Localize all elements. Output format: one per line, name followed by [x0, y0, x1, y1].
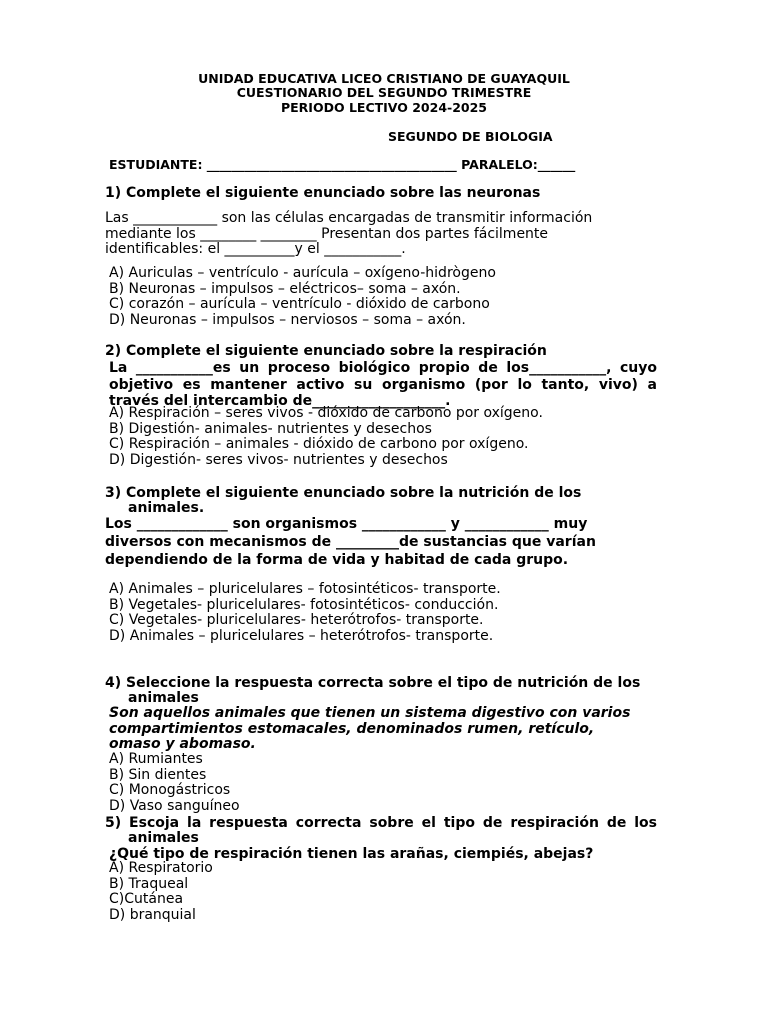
question-2-text: [109, 360, 657, 410]
question-4-text: [109, 706, 630, 753]
subject-title: SEGUNDO DE BIOLOGIA: [388, 129, 553, 144]
option-a[interactable]: A) Respiración – seres vivos - dióxido de carbono por oxígeno.: [109, 405, 543, 421]
text-line: mediante los ________ ________ Presentan dos partes fácilmente: [105, 225, 549, 242]
question-3-text: [105, 515, 615, 569]
question-3-title: 3) Complete el siguiente enunciado sobre la nutrición de los: [105, 485, 582, 501]
option-d[interactable]: D) Vaso sanguíneo: [109, 797, 240, 814]
text-line: objetivo es mantener activo su organismo (por lo tanto, vivo) a: [109, 376, 657, 393]
question-5-title-cont: animales: [128, 830, 199, 846]
text-line: Las ____________ son las células encargadas de transmitir información: [105, 210, 593, 226]
question-4-options: [109, 752, 240, 814]
option-a[interactable]: A) Rumiantes: [109, 751, 203, 767]
text-line: través del intercambio de___________________.: [109, 393, 451, 409]
text-line: compartimientos estomacales, denominados rumen, retículo,: [109, 720, 595, 737]
question-5-question: ¿Qué tipo de respiración tienen las arañas, ciempiés, abejas?: [109, 846, 594, 862]
exam-title: CUESTIONARIO DEL SEGUNDO TRIMESTRE: [236, 85, 532, 100]
school-year: PERIODO LECTIVO 2024-2025: [280, 100, 487, 115]
option-c[interactable]: C) Respiración – animales - dióxido de carbono por oxígeno.: [109, 436, 529, 453]
question-3-options: [109, 582, 501, 644]
text-line: identificables: el __________y el ___________.: [105, 241, 406, 257]
option-c[interactable]: C) corazón – aurícula – ventrículo - dióxido de carbono: [109, 296, 490, 313]
question-3-title-cont: animales.: [128, 500, 205, 516]
option-d[interactable]: D) branquial: [109, 906, 196, 923]
question-4-title-cont: animales: [128, 690, 199, 706]
option-b[interactable]: B) Vegetales- pluricelulares- fotosintéticos- conducción.: [109, 596, 499, 613]
option-c[interactable]: C) Vegetales- pluricelulares- heterótrofos- transporte.: [109, 612, 484, 629]
question-1-title: 1) Complete el siguiente enunciado sobre las neuronas: [105, 185, 541, 201]
question-1-options: [109, 266, 496, 328]
text-line: Los _____________ son organismos ____________ y ____________ muy: [105, 516, 588, 532]
text-line: diversos con mecanismos de _________de sustancias que varían: [105, 534, 596, 550]
text-line: omaso y abomaso.: [109, 736, 256, 753]
question-5-title: 5) Escoja la respuesta correcta sobre el tipo de respiración de los: [105, 815, 657, 831]
option-a[interactable]: A) Auriculas – ventrículo - aurícula – oxígeno-hidrògeno: [109, 265, 496, 281]
student-line: ESTUDIANTE: ________________________________________ PARALELO:______: [109, 157, 576, 172]
option-a[interactable]: A) Respiratorio: [109, 860, 213, 876]
option-b[interactable]: B) Traqueal: [109, 875, 189, 892]
school-name: UNIDAD EDUCATIVA LICEO CRISTIANO DE GUAYAQUIL: [198, 71, 570, 86]
option-c[interactable]: C) Monogástricos: [109, 782, 231, 799]
option-d[interactable]: D) Animales – pluricelulares – heterótrofos- transporte.: [109, 627, 494, 644]
question-4-title: 4) Seleccione la respuesta correcta sobre el tipo de nutrición de los: [105, 675, 641, 691]
text-line: La ___________es un proceso biológico propio de los___________, cuyo: [109, 360, 657, 376]
question-2-title: 2) Complete el siguiente enunciado sobre la respiración: [105, 343, 547, 359]
option-d[interactable]: D) Neuronas – impulsos – nerviosos – soma – axón.: [109, 311, 466, 328]
option-a[interactable]: A) Animales – pluricelulares – fotosintéticos- transporte.: [109, 581, 501, 597]
question-5-options: [109, 861, 213, 923]
text-line: Son aquellos animales que tienen un sistema digestivo con varios: [109, 705, 631, 721]
option-b[interactable]: B) Sin dientes: [109, 766, 207, 783]
text-line: dependiendo de la forma de vida y habitad de cada grupo.: [105, 552, 569, 568]
option-c[interactable]: C)Cutánea: [109, 891, 184, 908]
option-b[interactable]: B) Neuronas – impulsos – eléctricos– soma – axón.: [109, 280, 461, 297]
option-d[interactable]: D) Digestión- seres vivos- nutrientes y desechos: [109, 451, 448, 468]
question-1-text: [105, 211, 592, 258]
option-b[interactable]: B) Digestión- animales- nutrientes y desechos: [109, 420, 432, 437]
question-2-options: [109, 406, 543, 468]
